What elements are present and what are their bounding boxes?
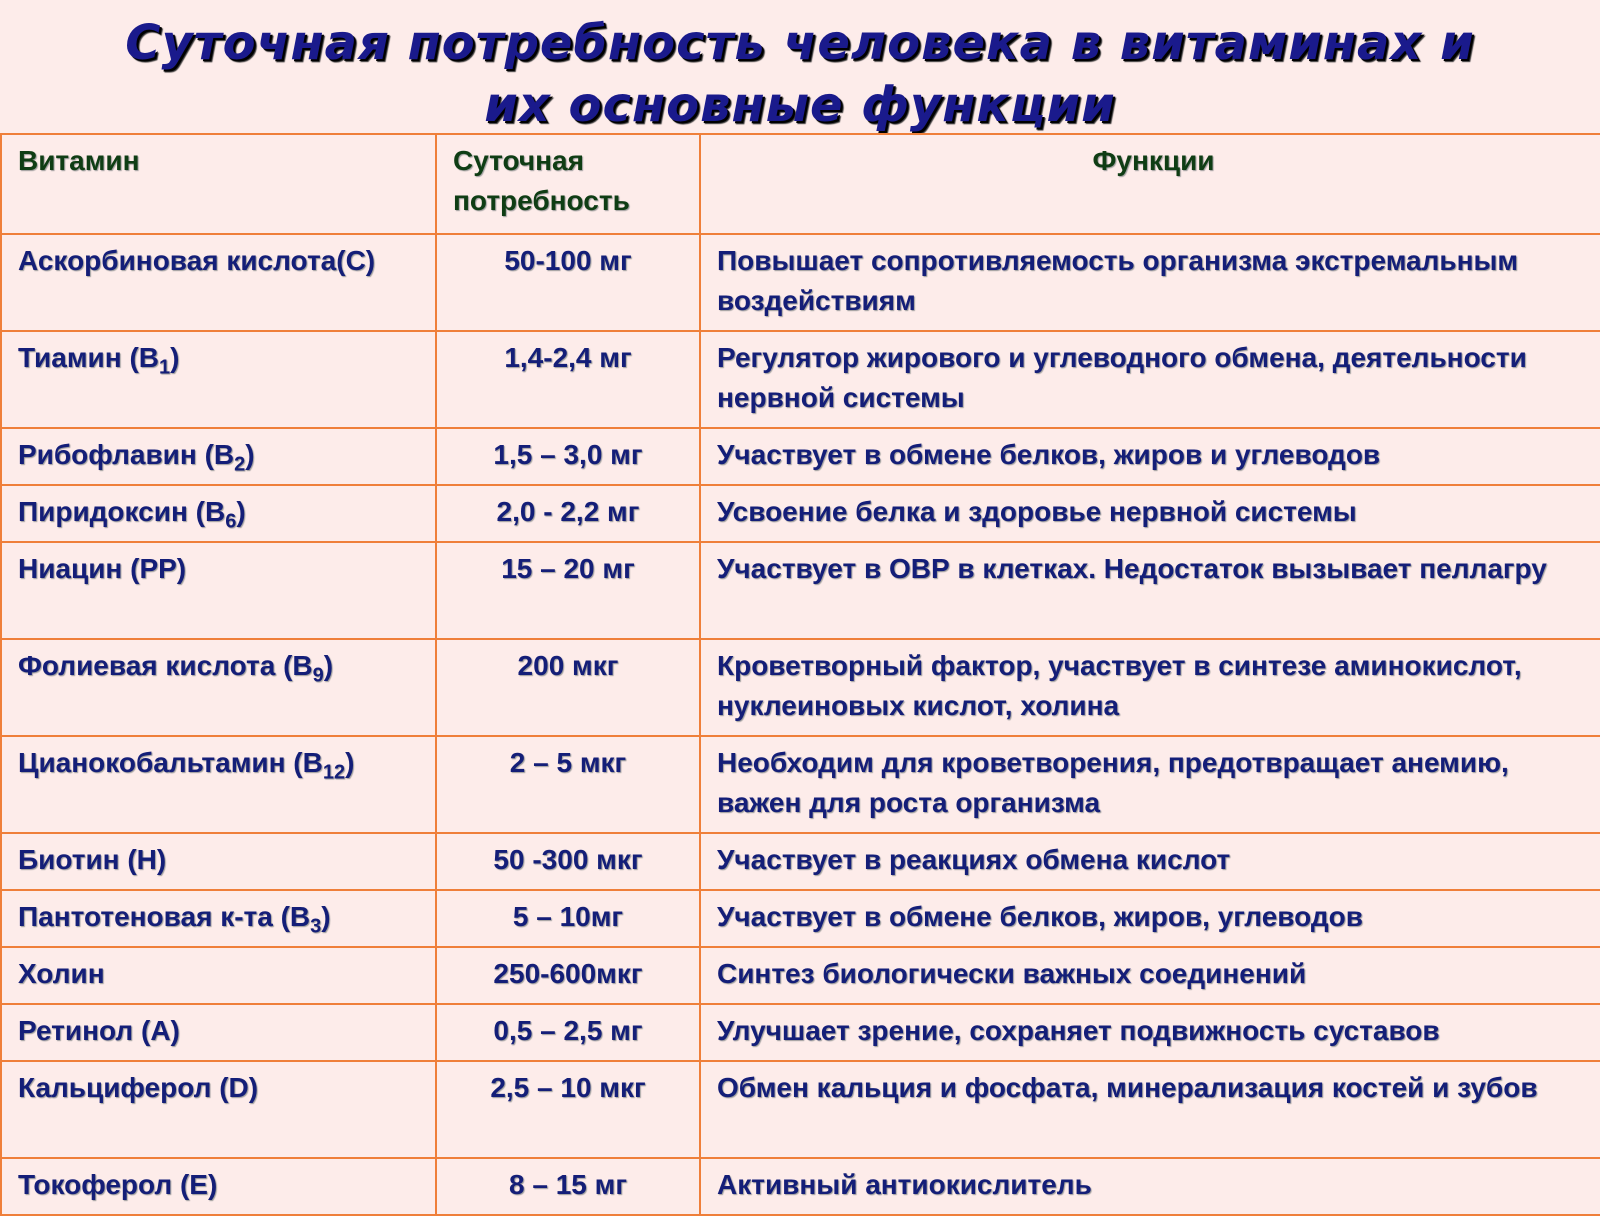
vitamin-subscript: 2	[234, 453, 246, 476]
table-row	[1, 833, 1600, 890]
vitamin-function: Необходим для кроветворения, предотвращает анемию, важен для роста организма	[700, 736, 1600, 833]
vitamin-name-tail: )	[345, 747, 355, 778]
table-row	[1, 890, 1600, 947]
daily-amount: 1,5 – 3,0 мг	[436, 428, 700, 485]
daily-amount: 50 -300 мкг	[436, 833, 700, 890]
vitamin-name	[1, 1061, 436, 1158]
header-daily-need-line-1: Суточная	[453, 145, 584, 176]
vitamin-subscript: 12	[322, 761, 346, 784]
vitamin-name-text: Ниацин (РР)	[18, 553, 187, 584]
vitamin-name	[1, 833, 436, 890]
daily-amount: 2,0 - 2,2 мг	[436, 485, 700, 542]
vitamin-function: Участвует в реакциях обмена кислот	[700, 833, 1600, 890]
vitamins-table	[0, 133, 1600, 1216]
vitamin-name	[1, 947, 436, 1004]
table-row	[1, 639, 1600, 736]
vitamin-function: Активный антиокислитель	[700, 1158, 1600, 1215]
daily-amount: 250-600мкг	[436, 947, 700, 1004]
vitamin-function: Усвоение белка и здоровье нервной системы	[700, 485, 1600, 542]
daily-amount: 2,5 – 10 мкг	[436, 1061, 700, 1158]
table-header-row	[1, 134, 1600, 234]
daily-amount: 1,4-2,4 мг	[436, 331, 700, 428]
daily-amount: 50-100 мг	[436, 234, 700, 331]
vitamin-name	[1, 428, 436, 485]
table-row	[1, 947, 1600, 1004]
vitamin-function: Синтез биологически важных соединений	[700, 947, 1600, 1004]
table-row	[1, 234, 1600, 331]
table-row	[1, 1004, 1600, 1061]
daily-amount: 200 мкг	[436, 639, 700, 736]
page-title-line-1: Суточная потребность человека в витаминах и	[125, 15, 1475, 71]
vitamin-name-text: Цианокобальтамин (В	[18, 747, 323, 778]
vitamin-function: Повышает сопротивляемость организма экстремальным воздействиям	[700, 234, 1600, 331]
table-row	[1, 1061, 1600, 1158]
page-title-line-2: их основные функции	[484, 77, 1116, 133]
vitamin-name	[1, 890, 436, 947]
vitamin-name-tail: )	[245, 439, 255, 470]
vitamin-name	[1, 639, 436, 736]
vitamin-name	[1, 331, 436, 428]
vitamin-function: Участвует в обмене белков, жиров, углеводов	[700, 890, 1600, 947]
vitamin-name-text: Пантотеновая к-та (В	[18, 901, 311, 932]
daily-amount: 2 – 5 мкг	[436, 736, 700, 833]
vitamin-function: Регулятор жирового и углеводного обмена, деятельности нервной системы	[700, 331, 1600, 428]
vitamin-name-text: Холин	[18, 958, 105, 989]
vitamin-name	[1, 1004, 436, 1061]
vitamin-name-tail: )	[236, 496, 246, 527]
vitamin-name	[1, 542, 436, 639]
vitamin-name-text: Фолиевая кислота (В	[18, 650, 313, 681]
header-vitamin: Витамин	[1, 134, 436, 234]
table-row	[1, 331, 1600, 428]
vitamin-name-tail: )	[321, 901, 331, 932]
header-daily-need	[436, 134, 700, 234]
table-row	[1, 736, 1600, 833]
vitamin-function: Обмен кальция и фосфата, минерализация костей и зубов	[700, 1061, 1600, 1158]
vitamin-name-text: Биотин (Н)	[18, 844, 167, 875]
vitamin-function: Участвует в ОВР в клетках. Недостаток вызывает пеллагру	[700, 542, 1600, 639]
vitamin-name-text: Ретинол (А)	[18, 1015, 180, 1046]
vitamin-name-text: Тиамин (В	[18, 342, 159, 373]
vitamin-name-text: Токоферол (Е)	[18, 1169, 218, 1200]
daily-amount: 15 – 20 мг	[436, 542, 700, 639]
header-functions: Функции	[700, 134, 1600, 234]
vitamin-subscript: 3	[310, 915, 322, 938]
table-row	[1, 542, 1600, 639]
vitamin-function: Улучшает зрение, сохраняет подвижность суставов	[700, 1004, 1600, 1061]
vitamin-name	[1, 485, 436, 542]
vitamin-name-text: Пиридоксин (В	[18, 496, 226, 527]
daily-amount: 0,5 – 2,5 мг	[436, 1004, 700, 1061]
vitamin-subscript: 9	[312, 664, 324, 687]
daily-amount: 8 – 15 мг	[436, 1158, 700, 1215]
table-row	[1, 428, 1600, 485]
table-row	[1, 485, 1600, 542]
vitamin-name-tail: )	[323, 650, 334, 681]
vitamin-name	[1, 234, 436, 331]
table-row	[1, 1158, 1600, 1215]
vitamin-function: Участвует в обмене белков, жиров и углеводов	[700, 428, 1600, 485]
vitamin-name-text: Аскорбиновая кислота(С)	[18, 245, 376, 276]
vitamin-name-tail: )	[170, 342, 180, 373]
page-title	[0, 12, 1600, 136]
daily-amount: 5 – 10мг	[436, 890, 700, 947]
header-daily-need-line-2: потребность	[453, 185, 630, 216]
vitamin-name	[1, 736, 436, 833]
vitamin-function: Кроветворный фактор, участвует в синтезе аминокислот, нуклеиновых кислот, холина	[700, 639, 1600, 736]
vitamin-name-text: Рибофлавин (В	[18, 439, 235, 470]
vitamin-name	[1, 1158, 436, 1215]
vitamin-subscript: 6	[225, 510, 237, 533]
vitamin-name-text: Кальциферол (D)	[18, 1072, 259, 1103]
vitamin-subscript: 1	[158, 356, 171, 379]
